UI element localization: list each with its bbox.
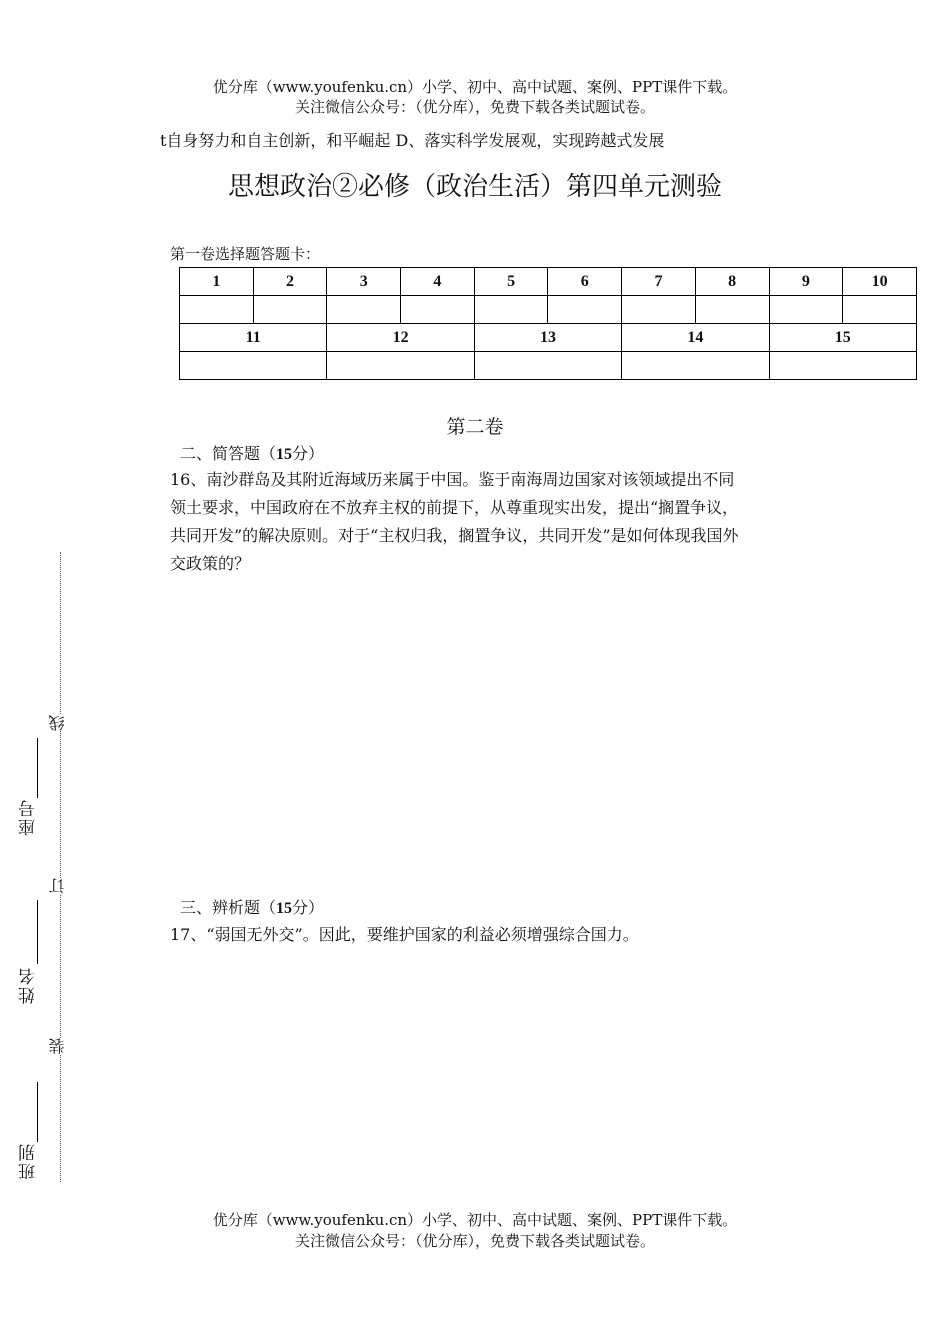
section-3-heading-suffix: 分） [292, 898, 325, 917]
answer-cell[interactable] [548, 296, 622, 324]
binding-dotted-line [60, 552, 61, 1182]
section-2-heading [180, 441, 324, 464]
header-line-2: 关注微信公众号：（优分库），免费下载各类试题试卷。 [294, 98, 655, 116]
binding-mark-ding: 订 [48, 878, 67, 894]
previous-question-fragment: t自身努力和自主创新，和平崛起 D、落实科学发展观，实现跨越式发展 [160, 131, 665, 150]
answer-card-number: 7 [622, 268, 696, 296]
footer-line-1: 优分库（www.youfenku.cn）小学、初中、高中试题、案例、PPT课件下载。 [212, 1211, 738, 1229]
answer-card-answer-row [180, 352, 917, 380]
answer-cell[interactable] [401, 296, 475, 324]
answer-card-number: 5 [474, 268, 548, 296]
answer-card-table [179, 267, 917, 380]
answer-card-number: 12 [327, 324, 474, 352]
exam-title: 思想政治②必修（政治生活）第四单元测验 [227, 172, 722, 202]
answer-card-label: 第一卷选择题答题卡： [170, 245, 321, 263]
answer-cell[interactable] [843, 296, 917, 324]
part-two-title: 第二卷 [446, 416, 504, 438]
answer-cell[interactable] [253, 296, 327, 324]
answer-card-number: 4 [401, 268, 475, 296]
answer-card-number: 3 [327, 268, 401, 296]
class-blank-line[interactable] [37, 1082, 38, 1142]
seat-blank-line[interactable] [37, 738, 38, 798]
answer-card-number: 6 [548, 268, 622, 296]
answer-card-number: 13 [474, 324, 621, 352]
answer-cell[interactable] [474, 296, 548, 324]
section-3-score: 15 [276, 900, 293, 917]
answer-cell[interactable] [769, 296, 843, 324]
question-16-line: 共同开发”的解决原则。对于“主权归我，搁置争议，共同开发”是如何体现我国外 [170, 526, 739, 545]
answer-card-number: 10 [843, 268, 917, 296]
header-line-1: 优分库（www.youfenku.cn）小学、初中、高中试题、案例、PPT课件下载。 [212, 78, 738, 96]
answer-cell[interactable] [474, 352, 621, 380]
answer-card-number: 9 [769, 268, 843, 296]
answer-cell[interactable] [695, 296, 769, 324]
question-16-line: 16、南沙群岛及其附近海域历来属于中国。鉴于南海周边国家对该领域提出不同 [170, 470, 735, 489]
answer-card-number: 14 [622, 324, 769, 352]
answer-card-number: 8 [695, 268, 769, 296]
answer-cell[interactable] [180, 352, 327, 380]
answer-card-number: 1 [180, 268, 254, 296]
section-2-score: 15 [276, 446, 293, 463]
question-16 [170, 466, 860, 578]
question-17: 17、“弱国无外交”。因此，要维护国家的利益必须增强综合国力。 [170, 925, 639, 944]
answer-card-answer-row [180, 296, 917, 324]
answer-card-number: 15 [769, 324, 917, 352]
answer-cell[interactable] [622, 352, 769, 380]
answer-card-number: 2 [253, 268, 327, 296]
question-16-line: 交政策的？ [170, 554, 251, 573]
answer-card-header-row [180, 324, 917, 352]
name-label: 姓名 [19, 966, 39, 1004]
footer-line-2: 关注微信公众号：（优分库），免费下载各类试题试卷。 [294, 1232, 655, 1250]
answer-cell[interactable] [180, 296, 254, 324]
seat-label: 座号 [19, 798, 39, 836]
answer-cell[interactable] [327, 296, 401, 324]
answer-card-number: 11 [180, 324, 327, 352]
answer-cell[interactable] [327, 352, 474, 380]
binding-mark-zhuang: 装 [48, 1038, 67, 1054]
section-3-heading [180, 895, 324, 918]
question-16-line: 领土要求，中国政府在不放弃主权的前提下，从尊重现实出发，提出“搁置争议， [170, 498, 739, 517]
binding-mark-xian: 线 [48, 715, 67, 731]
section-2-heading-prefix: 二、简答题（ [180, 444, 277, 463]
section-3-heading-prefix: 三、辨析题（ [180, 898, 277, 917]
answer-cell[interactable] [769, 352, 917, 380]
section-2-heading-suffix: 分） [292, 444, 325, 463]
class-label: 班别 [19, 1142, 39, 1180]
answer-card-header-row [180, 268, 917, 296]
name-blank-line[interactable] [37, 900, 38, 964]
answer-cell[interactable] [622, 296, 696, 324]
